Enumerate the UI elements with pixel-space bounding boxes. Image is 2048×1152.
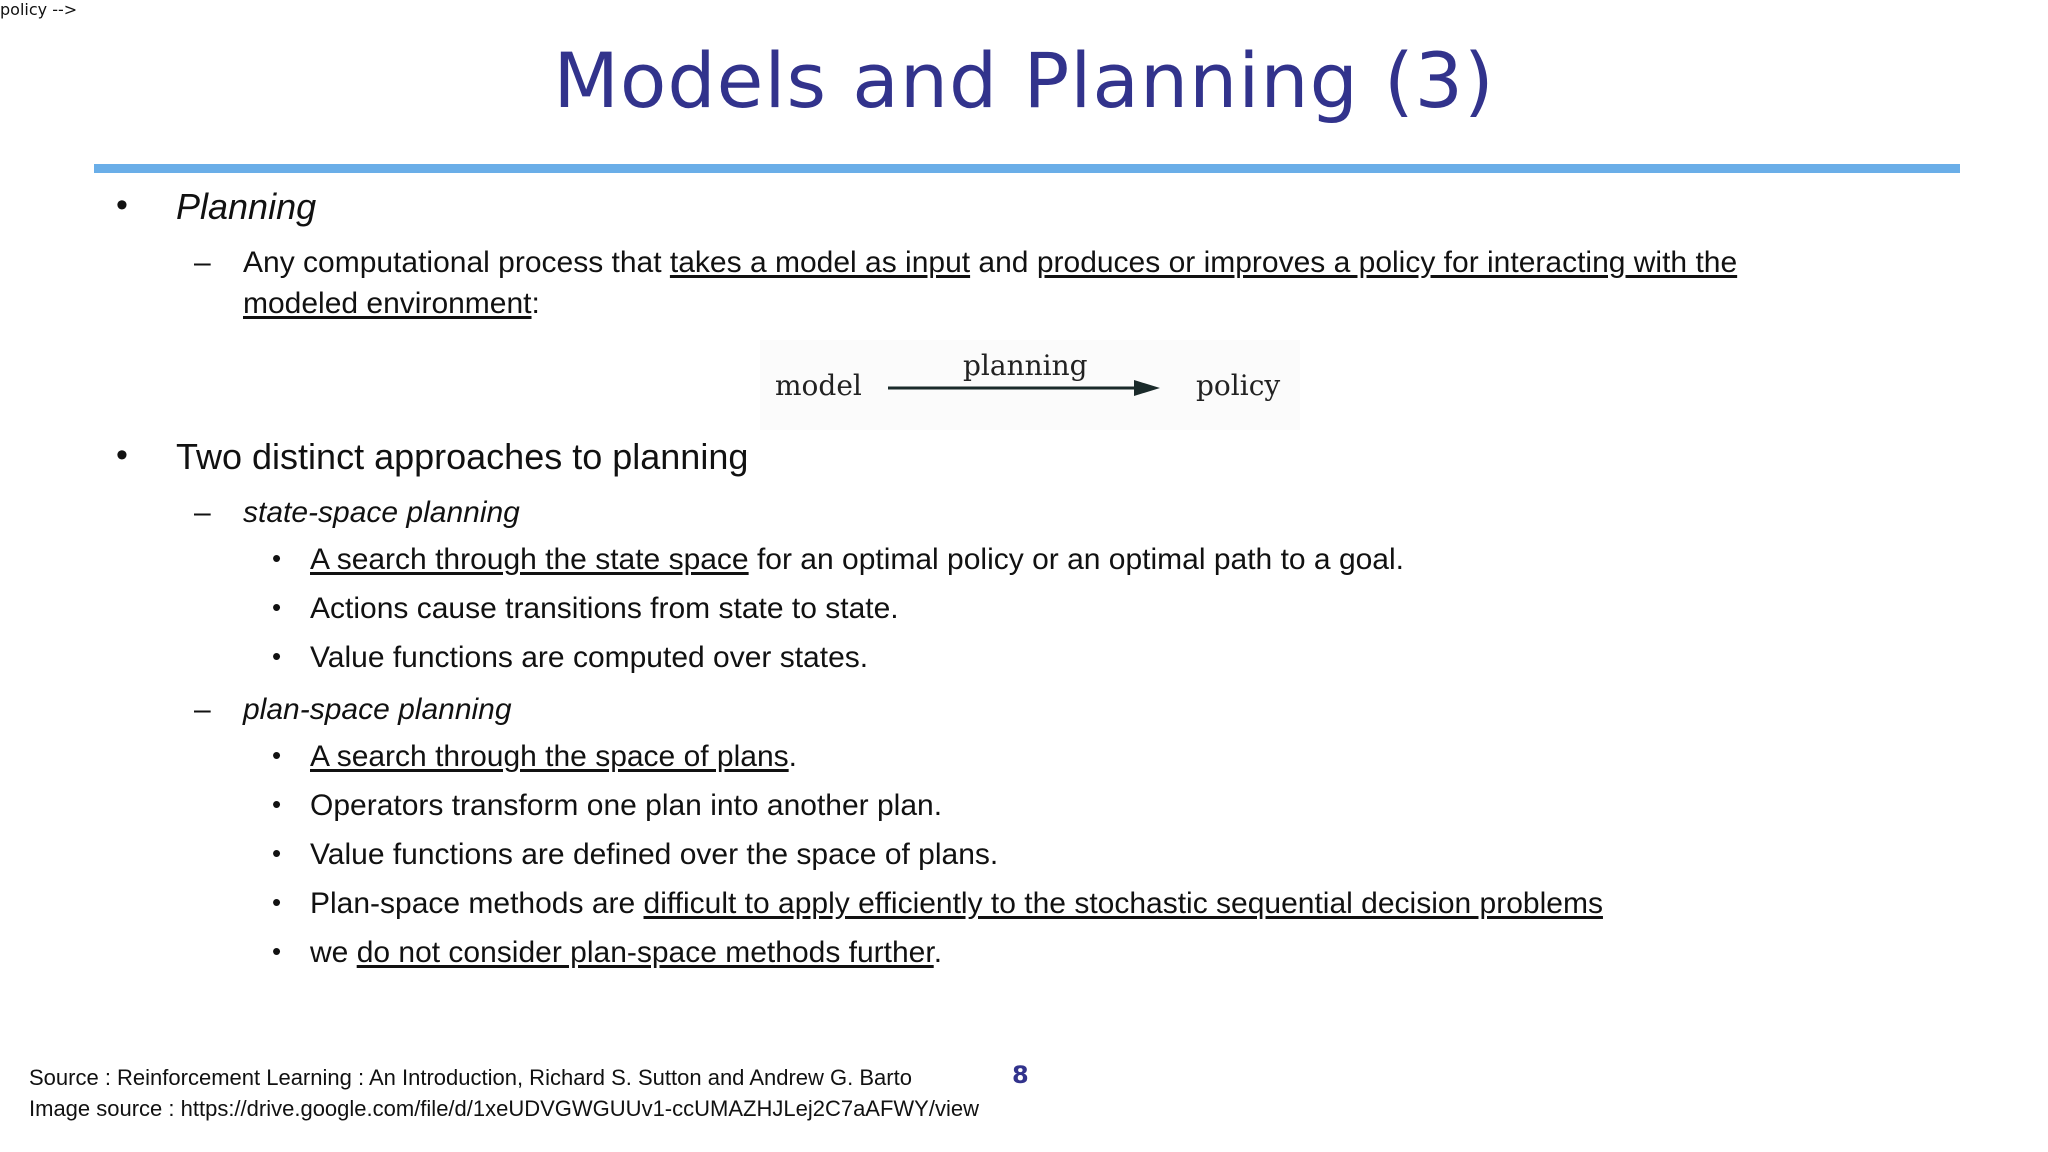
plan-space-item-4: we do not consider plan-space methods further. <box>310 936 943 969</box>
footer-source: Source : Reinforcement Learning : An Introduction, Richard S. Sutton and Andrew G. Barto <box>29 1065 912 1090</box>
diagram-arrow-head <box>1134 380 1160 396</box>
plan-space-item-0: A search through the space of plans. <box>310 740 797 773</box>
slide-title: Models and Planning (3) <box>553 36 1495 125</box>
plan-space-item-2: Value functions are defined over the space of plans. <box>310 838 999 871</box>
bullet-dot: • <box>272 887 282 917</box>
slide-content: • Planning – Any computational process that takes a model as input and produces or improves a policy for interacting with the modeled environment: policy --> model planning policy • Two distinct approaches to planning – state-space planning • A search through the state space for an optimal policy or an optimal path to a goal. • Actions cause transitions from state to state. • Value functions are computed over states. – plan-space planning • A search through the space of plans. • Operators transform one plan into another plan. • Value functions are defined over the space of plans. • Plan-space methods are difficult to apply efficiently to the stochastic sequential decision problems • we do not consider plan-space methods further. <box>0 0 1738 969</box>
dash-marker: – <box>194 246 211 279</box>
state-space-label: state-space planning <box>243 496 520 529</box>
diagram-planning-label: planning <box>963 349 1088 382</box>
bullet-dot: • <box>116 186 128 224</box>
bullet-dot: • <box>272 740 282 770</box>
state-space-item-1: Actions cause transitions from state to state. <box>310 592 899 625</box>
bullet-dot: • <box>272 592 282 622</box>
bullet-dot: • <box>272 641 282 671</box>
plan-space-item-3: Plan-space methods are difficult to apply efficiently to the stochastic sequential decision problems <box>310 887 1603 920</box>
bullet-dot: • <box>272 543 282 573</box>
dash-marker: – <box>194 496 211 529</box>
diagram-policy-label: policy <box>1196 369 1281 402</box>
planning-definition-line2: modeled environment: <box>243 287 540 320</box>
bullet-dot: • <box>272 838 282 868</box>
diagram-model-label: model <box>775 369 862 402</box>
planning-diagram <box>760 340 1300 430</box>
footer-image-source: Image source : https://drive.google.com/file/d/1xeUDVGWGUUv1-ccUMAZHJLej2C7aAFWY/view <box>29 1096 979 1121</box>
state-space-item-2: Value functions are computed over states. <box>310 641 869 674</box>
plan-space-item-1: Operators transform one plan into another plan. <box>310 789 943 822</box>
bullet-planning-label: Planning <box>176 186 317 227</box>
page-number: 8 <box>1012 1061 1029 1089</box>
bullet-dot: • <box>272 789 282 819</box>
bullet-dot: • <box>116 436 128 474</box>
bullet-dot: • <box>272 936 282 966</box>
dash-marker: – <box>194 693 211 726</box>
plan-space-label: plan-space planning <box>243 693 512 726</box>
bullet-approaches-label: Two distinct approaches to planning <box>176 436 749 477</box>
state-space-item-0: A search through the state space for an optimal policy or an optimal path to a goal. <box>310 543 1404 576</box>
planning-definition-line1: Any computational process that takes a model as input and produces or improves a policy for interacting with the <box>243 246 1738 279</box>
